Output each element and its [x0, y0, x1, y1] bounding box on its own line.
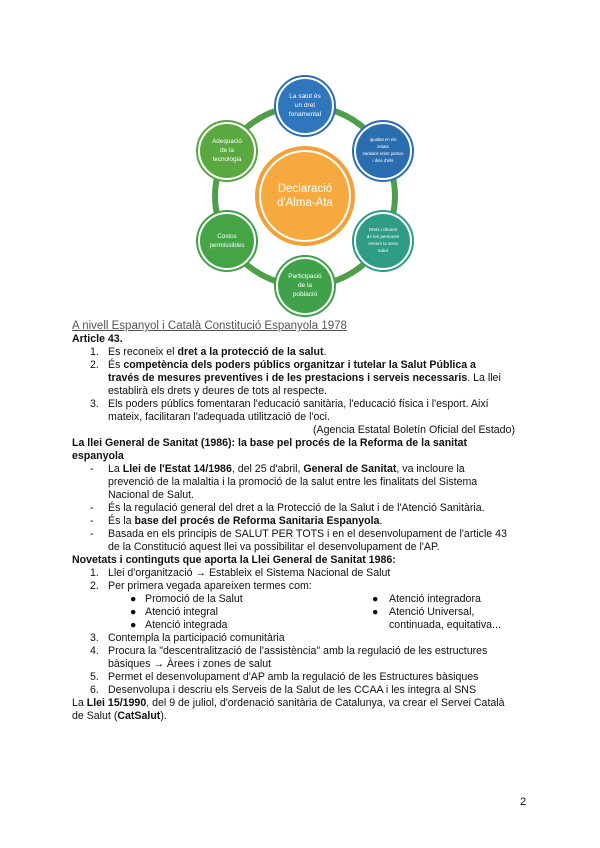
dash-2: És la regulació general del dret a la Protecció de la Salut i de l'Atenció Sanitària. [108, 502, 485, 514]
node6-line3: tecnologia [212, 156, 242, 163]
art-num-3: 3. [90, 398, 99, 410]
nov-num-2: 2. [90, 580, 99, 592]
node3-line3: envers la seva [368, 241, 398, 246]
art-item-2-line3: establirà els drets y deures de tots al respecte. [108, 385, 328, 397]
art-item-1: Es reconeix el dret a la protecció de la salut. [108, 346, 327, 358]
node-costos [197, 211, 257, 271]
dash-1-line1: La Llei de l'Estat 14/1986, del 25 d'abril, General de Sanitat, va incloure la [108, 463, 465, 475]
bullet-dot-l3: ● [130, 619, 137, 631]
bullet-dot-l2: ● [130, 606, 137, 618]
section2-title-l2: espanyola [72, 450, 124, 462]
alma-ata-diagram [170, 72, 440, 322]
nov-num-1: 1. [90, 567, 99, 579]
section-heading: A nivell Espanyol i Català Constitució Espanyola 1978 [72, 320, 347, 332]
dash-2-mark: - [90, 502, 94, 514]
article-title: Article 43. [72, 333, 123, 345]
node-igualtat [353, 121, 413, 181]
nov-item-4-line1: Procura la "descentralització de l'assistència" amb la regulació de les estructures [108, 645, 488, 657]
final-line2: de Salut (CatSalut). [72, 710, 167, 722]
final-line1: La Llei 15/1990, del 9 de juliol, d'ordenació sanitària de Catalunya, va crear el Servei Català [72, 697, 505, 709]
bullet-dot-r2: ● [372, 606, 379, 618]
node-adequacio [197, 121, 257, 181]
bullet-left-3: Atenció integrada [145, 619, 228, 631]
nov-num-4: 4. [90, 645, 99, 657]
node6-line1: Adequació [212, 138, 242, 145]
dash-1-mark: - [90, 463, 94, 475]
art-item-2-line1: És competència dels poders públics organitzar i tutelar la Salut Pública a [108, 359, 476, 371]
dash-4-line2: de la Constitució aquest llei va possibilitar el desenvolupament de l'AP. [108, 541, 440, 553]
bullet-right-2: Atenció Universal, [389, 606, 475, 618]
nov-num-6: 6. [90, 684, 99, 696]
node2-line3: sanitaris entre països [362, 151, 404, 156]
nov-item-5: Permet el desenvolupament d'AP amb la regulació de les Estructures bàsiques [108, 671, 479, 683]
bullet-dot-r1: ● [372, 593, 379, 605]
node3-line4: salut [378, 248, 388, 253]
node2-line1: Igualtat en els [369, 137, 397, 142]
nov-num-3: 3. [90, 632, 99, 644]
node-drets-deures [353, 211, 413, 271]
art-item-3-line1: Els poders públics fomentaran l'educació sanitària, l'educació física i l'esport. Així [108, 398, 489, 410]
nov-item-1: Llei d'organització → Estableix el Sistema Nacional de Salut [108, 567, 391, 579]
node1-line2: un dret [294, 102, 316, 109]
node4-line2: de la [297, 282, 313, 289]
bullet-left-2: Atenció integral [145, 606, 219, 618]
node5-line2: permissibles [209, 242, 245, 249]
page-number: 2 [520, 796, 527, 808]
node2-line4: i dins d'ells [372, 158, 394, 163]
node4-line3: població [292, 291, 318, 298]
node6-line2: de la [220, 147, 234, 154]
node-salut-dret [275, 76, 335, 136]
dash-3-mark: - [90, 515, 94, 527]
nov-item-6: Desenvolupa i descriu els Serveis de la Salut de les CCAA i les integra al SNS [108, 684, 477, 696]
node1-line3: fonamental [288, 111, 322, 118]
section3-title: Novetats i continguts que aporta la Llei General de Sanitat 1986: [72, 554, 396, 566]
bullet-right-3: continuada, equitativa... [389, 619, 501, 631]
dash-3: És la base del procés de Reforma Sanitaria Espanyola. [108, 515, 383, 527]
dash-1-line3: Nacional de Salut. [108, 489, 194, 501]
nov-item-3: Contempla la participació comunitària [108, 632, 285, 644]
node4-line1: Participació [288, 273, 322, 280]
node3-line1: Drets i deures [368, 227, 398, 232]
dash-4-mark: - [90, 528, 94, 540]
nov-item-2: Per primera vegada apareixen termes com: [108, 580, 312, 592]
art-item-3-line2: mateix, facilitaran l'adequada utilització de l'oci. [108, 411, 330, 423]
center-circle [257, 148, 353, 244]
node2-line2: estats [377, 144, 389, 149]
center-line-2: d'Alma-Ata [277, 197, 333, 209]
citation: (Agencia Estatal Boletín Oficial del Estado) [313, 424, 515, 436]
node3-line2: de les persones [366, 234, 400, 239]
node1-line1: La salut és [289, 93, 321, 100]
art-num-1: 1. [90, 346, 99, 358]
dash-4-line1: Basada en els principis de SALUT PER TOTS i en el desenvolupament de l'article 43 [108, 528, 507, 540]
section2-title-l1: La llei General de Sanitat (1986): la base pel procés de la Reforma de la sanitat [72, 437, 468, 449]
bullet-right-1: Atenció integradora [389, 593, 481, 605]
bullet-left-1: Promoció de la Salut [145, 593, 243, 605]
art-item-2-line2: través de mesures preventives i de les prestacions i serveis necessaris. La llei [108, 372, 501, 384]
center-line-1: Declaració [277, 183, 333, 195]
bullet-dot-l1: ● [130, 593, 137, 605]
nov-item-4-line2: bàsiques → Àrees i zones de salut [108, 658, 272, 670]
art-num-2: 2. [90, 359, 99, 371]
node-participacio [275, 256, 335, 316]
node5-line1: Costos [217, 233, 237, 240]
nov-num-5: 5. [90, 671, 99, 683]
dash-1-line2: prevenció de la malaltia i la promoció de la salut entre les finalitats del Sistema [108, 476, 478, 488]
